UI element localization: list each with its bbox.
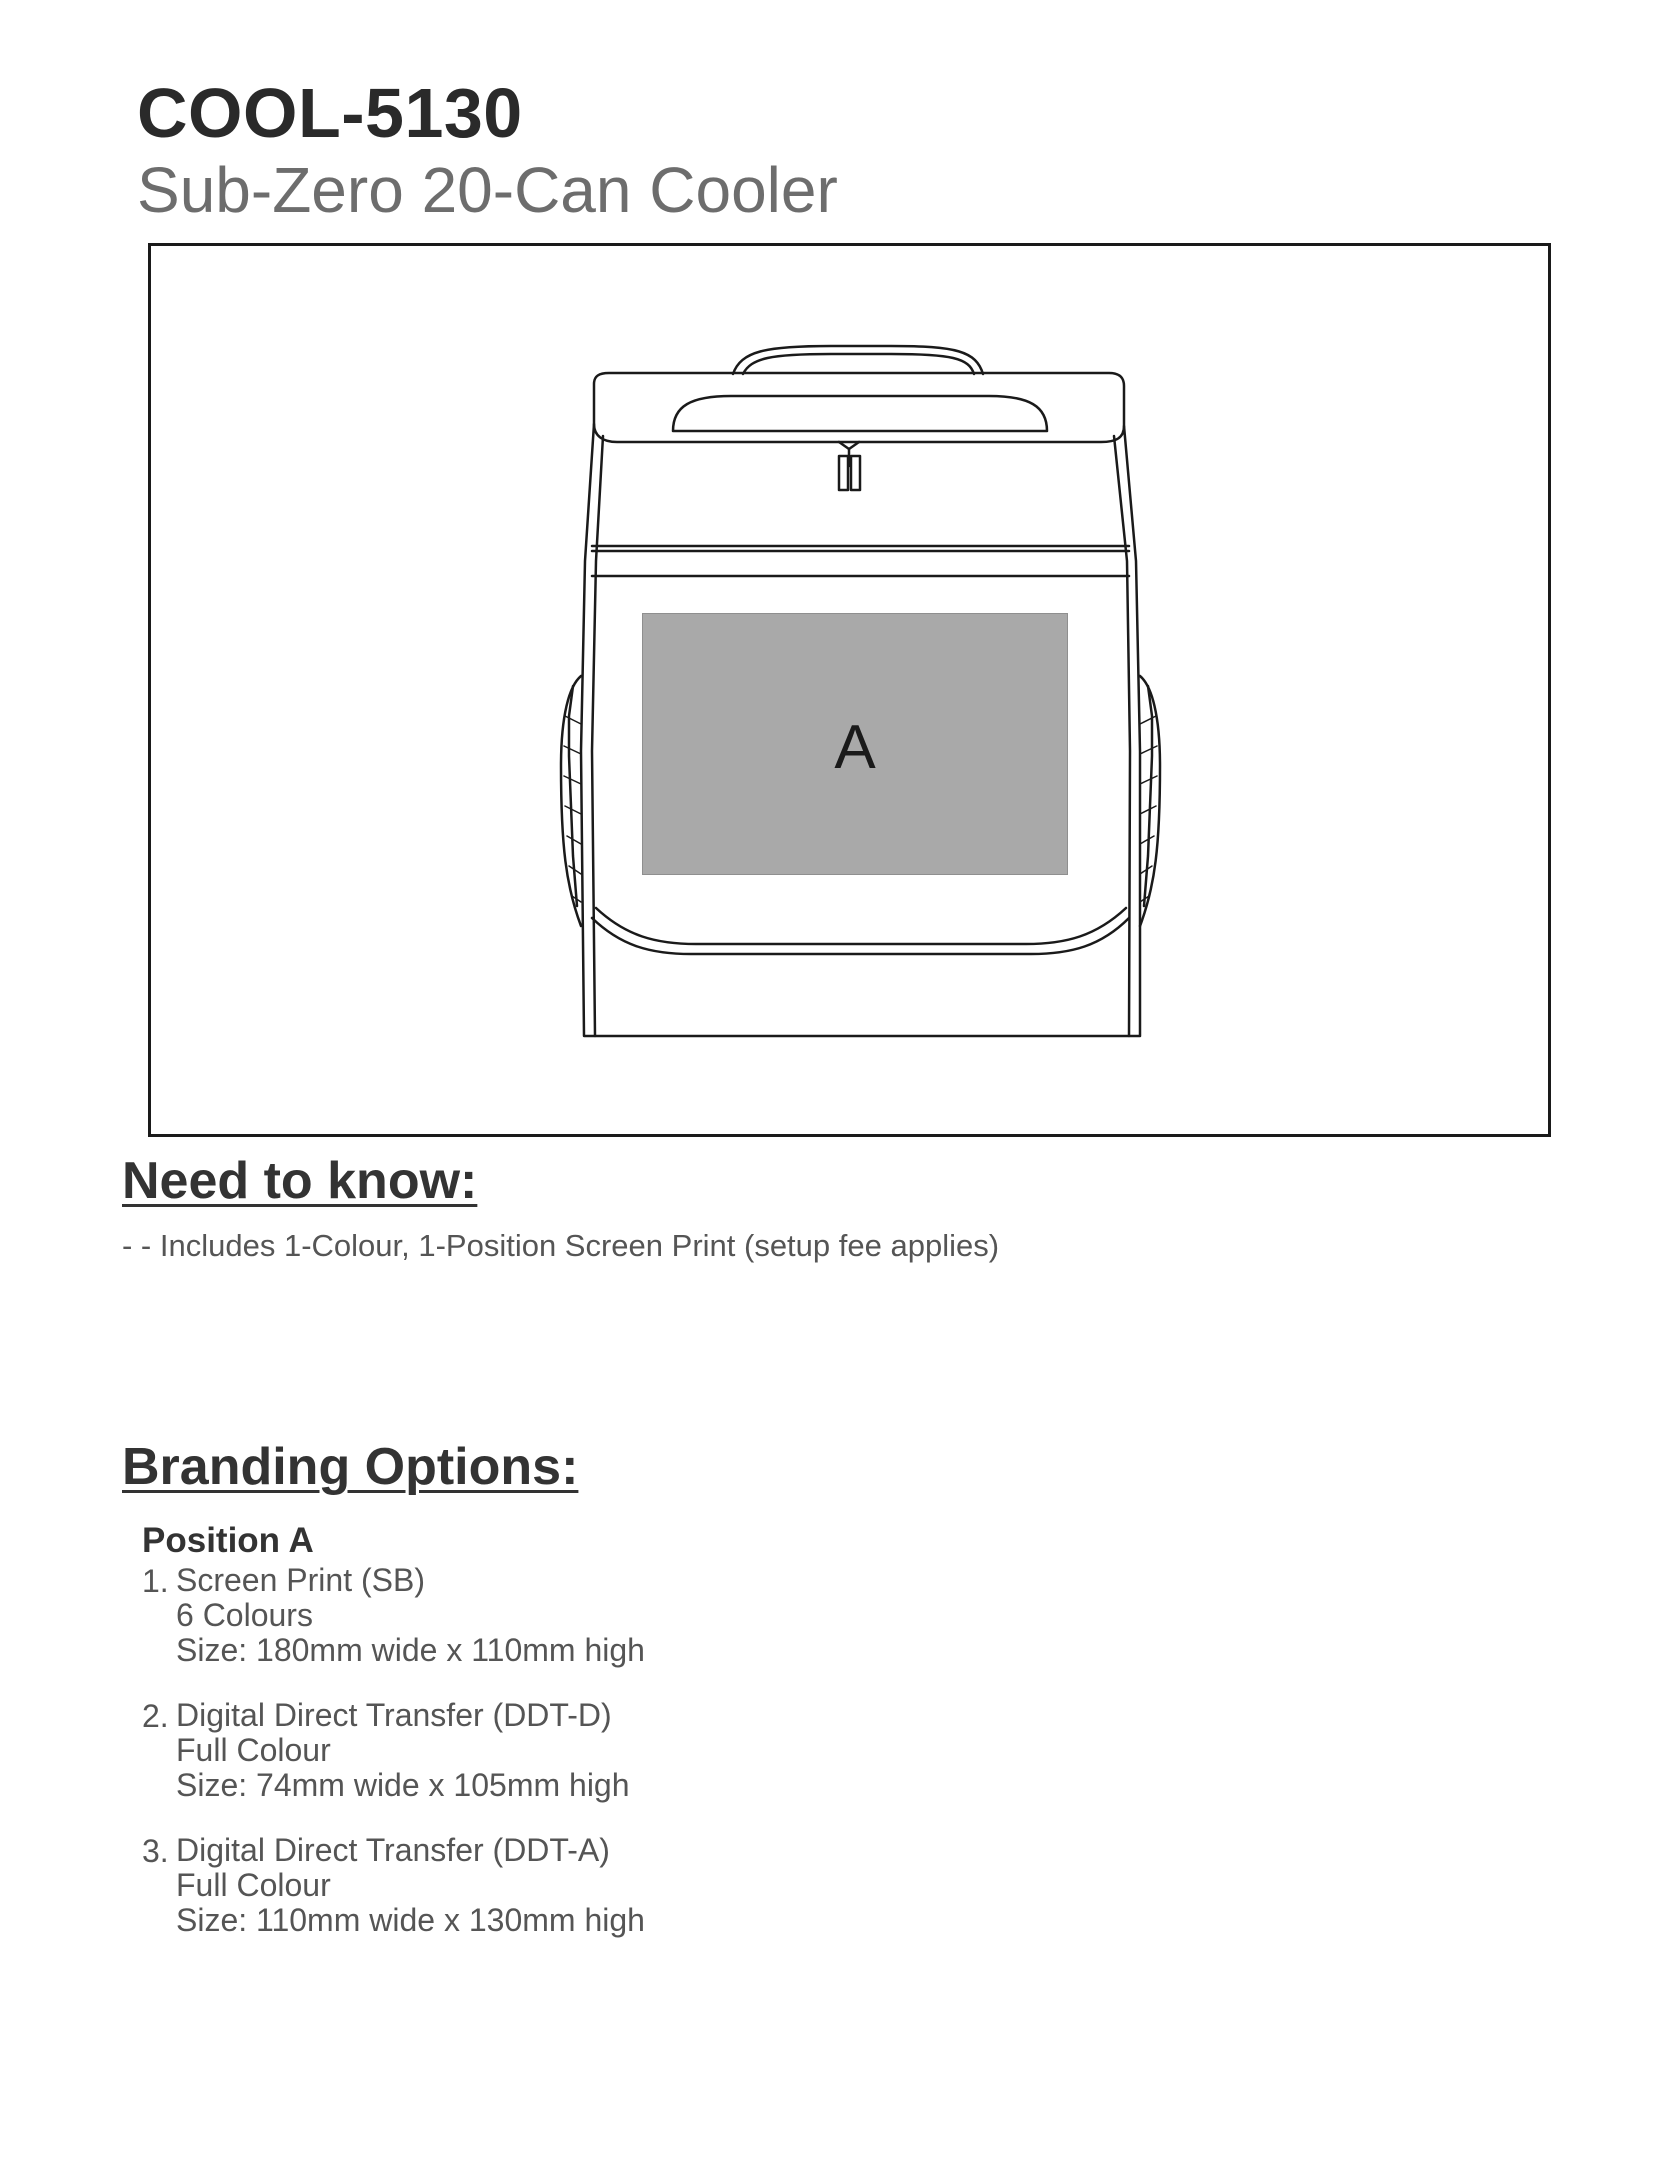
- print-area-a: [642, 613, 1068, 875]
- need-to-know-item: - - Includes 1-Colour, 1-Position Screen Print (setup fee applies): [122, 1228, 1000, 1263]
- option-number: 1.: [142, 1563, 169, 1599]
- product-code: COOL-5130: [137, 74, 523, 152]
- option-colours: Full Colour: [176, 1732, 331, 1768]
- branding-option: [142, 1563, 645, 1668]
- option-method: Digital Direct Transfer (DDT-D): [176, 1697, 612, 1733]
- option-colours: 6 Colours: [176, 1597, 313, 1633]
- cooler-lid-opening: [673, 396, 1047, 431]
- cooler-body-inner-right: [1114, 436, 1130, 1036]
- option-method: Screen Print (SB): [176, 1562, 425, 1598]
- cooler-handle: [733, 346, 983, 374]
- branding-options-list: [142, 1563, 645, 1968]
- option-size: Size: 180mm wide x 110mm high: [176, 1632, 645, 1668]
- right-mesh-pocket: [1140, 676, 1160, 926]
- product-diagram-frame: [148, 243, 1551, 1137]
- branding-option: [142, 1833, 645, 1938]
- option-number: 2.: [142, 1698, 169, 1734]
- cooler-handle-inner: [743, 354, 974, 374]
- front-pocket-bottom: [592, 918, 1129, 954]
- left-mesh-pocket: [561, 676, 581, 926]
- front-pocket-bottom-2: [596, 908, 1126, 944]
- option-colours: Full Colour: [176, 1867, 331, 1903]
- print-area-label: A: [834, 712, 876, 782]
- cooler-body-inner-left: [592, 436, 603, 1036]
- product-name: Sub-Zero 20-Can Cooler: [137, 154, 838, 226]
- branding-options-heading: Branding Options:: [122, 1438, 579, 1496]
- position-a-title: Position A: [142, 1521, 314, 1560]
- option-size: Size: 110mm wide x 130mm high: [176, 1902, 645, 1938]
- need-to-know-heading: Need to know:: [122, 1152, 478, 1210]
- option-size: Size: 74mm wide x 105mm high: [176, 1767, 630, 1803]
- option-number: 3.: [142, 1833, 169, 1869]
- zipper-pull-icon: [839, 442, 860, 490]
- option-method: Digital Direct Transfer (DDT-A): [176, 1832, 610, 1868]
- branding-option: [142, 1698, 645, 1803]
